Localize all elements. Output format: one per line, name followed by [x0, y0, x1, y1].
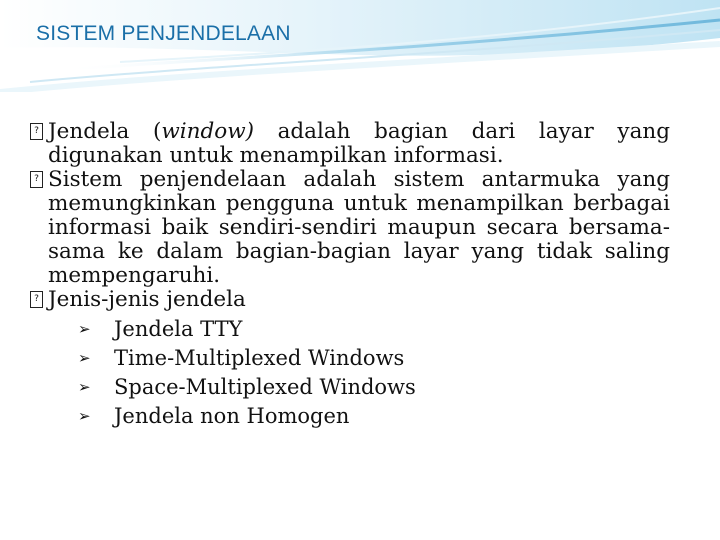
arrowhead-bullet-icon: ➢: [78, 407, 91, 425]
paragraph-3-text: Jenis-jenis jendela: [48, 287, 246, 312]
paragraph-1-text: [46, 120, 670, 168]
list-item: ➢ Jendela TTY: [46, 315, 670, 344]
slide-title: SISTEM PENJENDELAAN: [36, 22, 291, 45]
missing-glyph-box-icon: ?: [30, 123, 43, 140]
arrowhead-bullet-icon: ➢: [78, 320, 91, 338]
bullet-paragraph-2: [33, 167, 670, 288]
list-item: ➢ Jendela non Homogen: [46, 402, 670, 431]
p1-before: Jendela (: [48, 119, 162, 144]
p1-after: adalah bagian dari layar yang digunakan untuk menampilkan informasi.: [48, 119, 671, 168]
bullet-paragraph-1: [33, 119, 671, 168]
missing-glyph-box-icon: ?: [30, 171, 43, 188]
arrowhead-bullet-icon: ➢: [78, 378, 91, 396]
bullet-paragraph-3: [33, 287, 670, 312]
paragraph-2-text: Sistem penjendelaan adalah sistem antarmuka yang memungkinkan pengguna untuk menampilkan berbagai informasi baik sendiri-sendiri maupun secara bersama-sama ke dalam bagian-bagian layar yang tidak saling mempengaruhi.: [48, 167, 670, 288]
missing-glyph-box-icon: ?: [30, 291, 43, 308]
header-wave-graphic: [0, 0, 720, 92]
arrowhead-bullet-icon: ➢: [78, 349, 91, 367]
header-wave-band: [0, 0, 720, 92]
list-item: ➢ Space-Multiplexed Windows: [46, 373, 670, 402]
list-item: ➢ Time-Multiplexed Windows: [46, 344, 670, 373]
slide-body: [33, 119, 671, 431]
p1-italic: window): [161, 119, 254, 144]
window-types-list: [46, 315, 670, 431]
